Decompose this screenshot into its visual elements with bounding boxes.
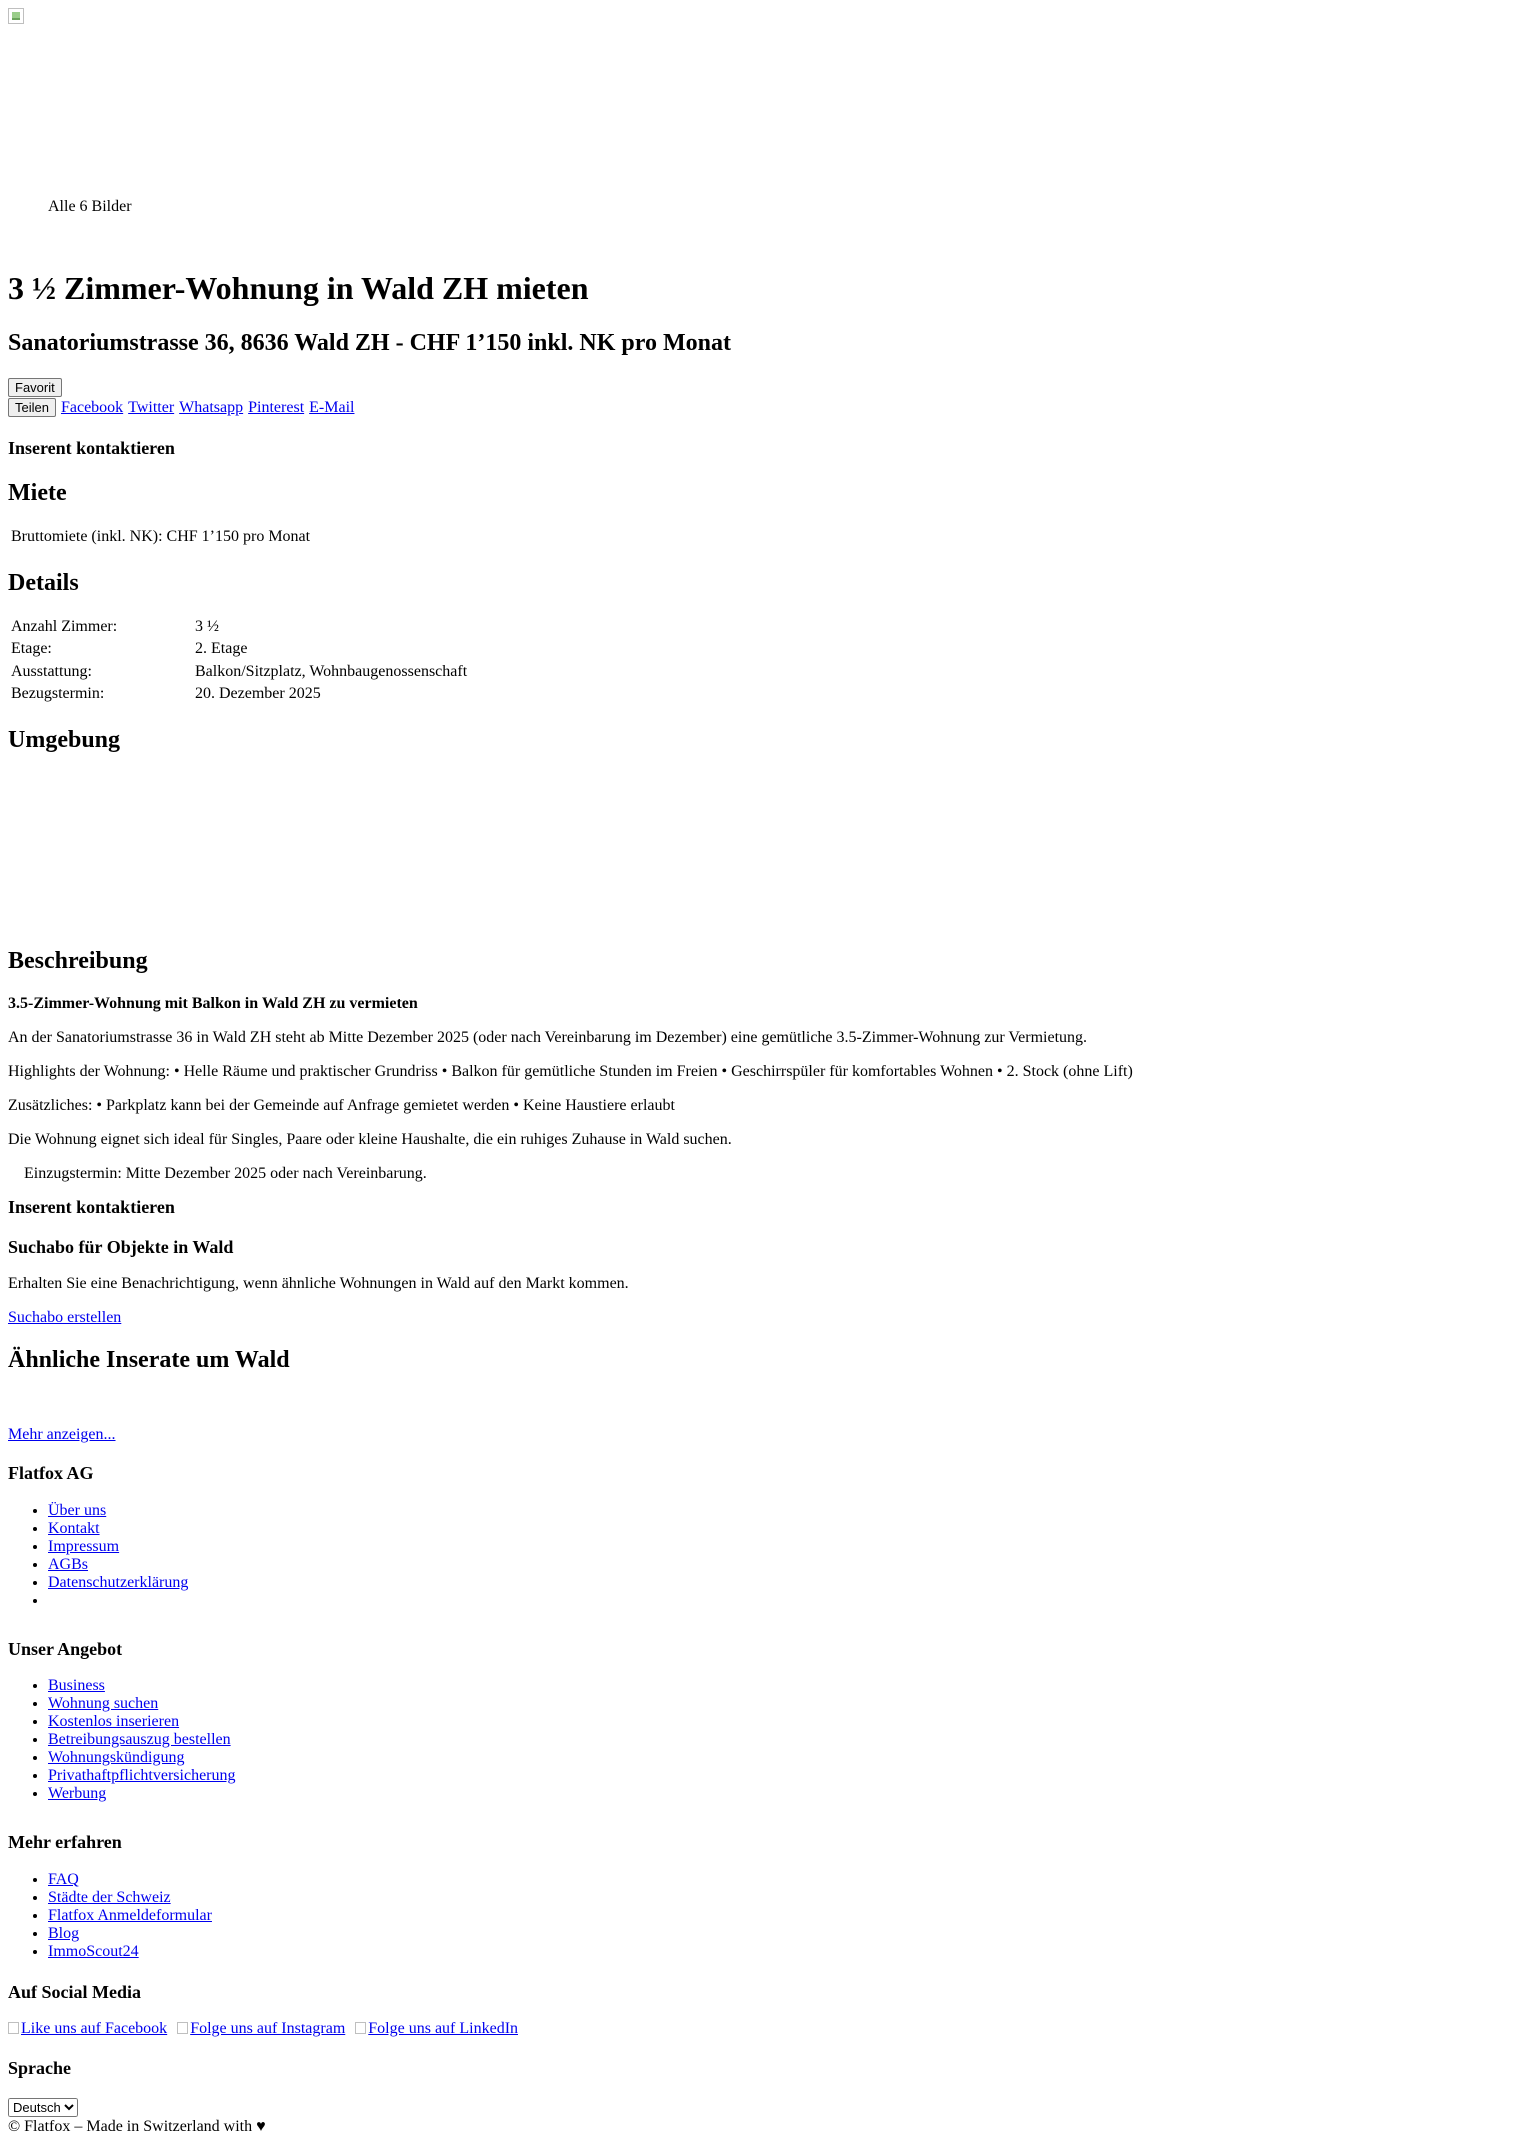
details-row xyxy=(10,662,468,682)
description-paragraph: Einzugstermin: Mitte Dezember 2025 oder nach Vereinbarung. xyxy=(24,1165,427,1182)
footer-link-immoscout[interactable]: ImmoScout24 xyxy=(48,1943,139,1960)
contact-advertiser-heading[interactable]: Inserent kontaktieren xyxy=(8,438,175,458)
footer-link-item xyxy=(48,1556,188,1574)
gallery-image-placeholder[interactable] xyxy=(8,8,24,24)
footer-link-faq[interactable]: FAQ xyxy=(48,1871,79,1888)
details-label: Bezugstermin: xyxy=(11,685,105,703)
footer-learn-heading: Mehr erfahren xyxy=(8,1832,122,1852)
details-label: Etage: xyxy=(11,640,52,658)
details-row xyxy=(10,639,468,659)
instagram-link[interactable] xyxy=(177,2020,345,2038)
similar-listings-heading: Ähnliche Inserate um Wald xyxy=(8,1347,290,1373)
footer-link-item xyxy=(48,1889,212,1907)
rent-value: CHF 1’150 pro Monat xyxy=(166,528,311,545)
rent-table xyxy=(8,525,313,549)
footer-learn-list xyxy=(8,1871,212,1961)
footer-link-item xyxy=(48,1520,188,1538)
footer-link-termination[interactable]: Wohnungskündigung xyxy=(48,1749,185,1766)
footer-link-find-apartment[interactable]: Wohnung suchen xyxy=(48,1695,159,1712)
details-value: 3 ½ xyxy=(195,618,219,635)
share-twitter-link[interactable]: Twitter xyxy=(128,399,175,416)
footer-company-list xyxy=(8,1502,188,1610)
footer-link-item xyxy=(48,1925,212,1943)
details-value: 20. Dezember 2025 xyxy=(195,685,321,703)
linkedin-link[interactable] xyxy=(355,2020,518,2038)
footer-language-heading: Sprache xyxy=(8,2058,71,2078)
footer-link-item xyxy=(48,1574,188,1592)
footer-offer-list xyxy=(8,1677,236,1803)
footer-link-item-empty xyxy=(48,1592,188,1610)
share-email-link[interactable]: E-Mail xyxy=(309,399,355,416)
share-whatsapp-link[interactable]: Whatsapp xyxy=(179,399,244,416)
footer-company-heading: Flatfox AG xyxy=(8,1463,94,1483)
share-pinterest-link[interactable]: Pinterest xyxy=(248,399,305,416)
footer-social-heading: Auf Social Media xyxy=(8,1982,141,2002)
footer-offer-heading: Unser Angebot xyxy=(8,1639,123,1659)
share-button[interactable]: Teilen xyxy=(8,398,56,417)
all-images-link[interactable]: Alle 6 Bilder xyxy=(48,198,132,215)
facebook-icon-alt: Like uns auf Facebook xyxy=(21,2020,168,2037)
footer-link-imprint[interactable]: Impressum xyxy=(48,1538,120,1555)
description-paragraph: An der Sanatoriumstrasse 36 in Wald ZH steht ab Mitte Dezember 2025 (oder nach Vereinbarung im Dezember) eine gemütliche 3.5-Zimmer-Wohnung zur Vermietung. xyxy=(8,1029,1088,1046)
share-facebook-link[interactable]: Facebook xyxy=(60,399,124,416)
facebook-link[interactable] xyxy=(8,2020,167,2038)
footer-link-about[interactable]: Über uns xyxy=(48,1502,107,1519)
footer-link-advertising[interactable]: Werbung xyxy=(48,1785,107,1802)
favorite-row xyxy=(8,378,62,397)
rent-label: Bruttomiete (inkl. NK): xyxy=(11,528,163,545)
footer-link-debt-extract[interactable]: Betreibungsauszug bestellen xyxy=(48,1731,231,1748)
footer-link-business[interactable]: Business xyxy=(48,1677,105,1694)
details-table xyxy=(8,615,470,707)
footer-link-item xyxy=(48,1785,236,1803)
create-search-alert-link[interactable]: Suchabo erstellen xyxy=(8,1309,122,1326)
footer-link-item xyxy=(48,1943,212,1961)
instagram-icon-alt[interactable]: Folge uns auf Instagram xyxy=(190,2020,346,2037)
contact-advertiser-heading-bottom[interactable]: Inserent kontaktieren xyxy=(8,1197,175,1217)
show-more-link[interactable]: Mehr anzeigen... xyxy=(8,1426,116,1443)
footer-link-cities[interactable]: Städte der Schweiz xyxy=(48,1889,171,1906)
page-title: 3 ½ Zimmer-Wohnung in Wald ZH mieten xyxy=(8,270,589,306)
description-paragraph: Highlights der Wohnung: • Helle Räume und praktischer Grundriss • Balkon für gemütliche Stunden im Freien • Geschirrspüler für komfortables Wohnen • 2. Stock (ohne Lift) xyxy=(8,1063,1133,1080)
description-paragraph: Die Wohnung eignet sich ideal für Singles, Paare oder kleine Haushalte, die ein ruhiges Zuhause in Wald suchen. xyxy=(8,1131,732,1148)
footer-link-item xyxy=(48,1767,236,1785)
footer-link-item xyxy=(48,1749,236,1767)
search-alert-text: Erhalten Sie eine Benachrichtigung, wenn ähnliche Wohnungen in Wald auf den Markt kommen. xyxy=(8,1275,629,1292)
rent-heading: Miete xyxy=(8,480,67,506)
footer-link-item xyxy=(48,1713,236,1731)
footer-link-registration-form[interactable]: Flatfox Anmeldeformular xyxy=(48,1907,212,1924)
footer-link-item xyxy=(48,1695,236,1713)
footer-link-contact[interactable]: Kontakt xyxy=(48,1520,100,1537)
copyright-text: © Flatfox – Made in Switzerland with ♥ xyxy=(8,2118,266,2135)
description-paragraph: Zusätzliches: • Parkplatz kann bei der Gemeinde auf Anfrage gemietet werden • Keine Haustiere erlaubt xyxy=(8,1097,675,1114)
footer-link-insurance[interactable]: Privathaftpflichtversicherung xyxy=(48,1767,236,1784)
footer-link-item xyxy=(48,1731,236,1749)
share-row xyxy=(8,398,354,417)
linkedin-icon-alt[interactable]: Folge uns auf LinkedIn xyxy=(368,2020,519,2037)
footer-link-list-free[interactable]: Kostenlos inserieren xyxy=(48,1713,180,1730)
details-heading: Details xyxy=(8,570,79,596)
details-row xyxy=(10,684,468,704)
footer-link-item xyxy=(48,1907,212,1925)
details-value: Balkon/Sitzplatz, Wohnbaugenossenschaft xyxy=(195,662,468,680)
details-label: Ausstattung: xyxy=(11,662,92,680)
footer-link-item xyxy=(48,1871,212,1889)
details-value: 2. Etage xyxy=(195,640,248,658)
footer-link-terms[interactable]: AGBs xyxy=(48,1556,89,1573)
listing-subtitle: Sanatoriumstrasse 36, 8636 Wald ZH - CHF 1’150 inkl. NK pro Monat xyxy=(8,330,731,356)
details-label: Anzahl Zimmer: xyxy=(11,618,118,635)
language-select[interactable] xyxy=(8,2098,78,2117)
footer-link-blog[interactable]: Blog xyxy=(48,1925,80,1942)
social-links xyxy=(8,2020,524,2038)
surroundings-heading: Umgebung xyxy=(8,727,121,753)
footer-link-item xyxy=(48,1502,188,1520)
search-alert-heading: Suchabo für Objekte in Wald xyxy=(8,1237,234,1257)
description-heading: Beschreibung xyxy=(8,948,148,974)
footer-link-item xyxy=(48,1677,236,1695)
footer-link-item xyxy=(48,1538,188,1556)
favorite-button[interactable]: Favorit xyxy=(8,378,62,397)
footer-link-privacy[interactable]: Datenschutzerklärung xyxy=(48,1574,189,1591)
rent-row xyxy=(10,527,311,547)
details-row xyxy=(10,617,468,637)
map-area[interactable] xyxy=(8,765,1108,935)
description-subheading: 3.5-Zimmer-Wohnung mit Balkon in Wald ZH zu vermieten xyxy=(8,995,418,1012)
rent-row-text xyxy=(10,527,311,547)
